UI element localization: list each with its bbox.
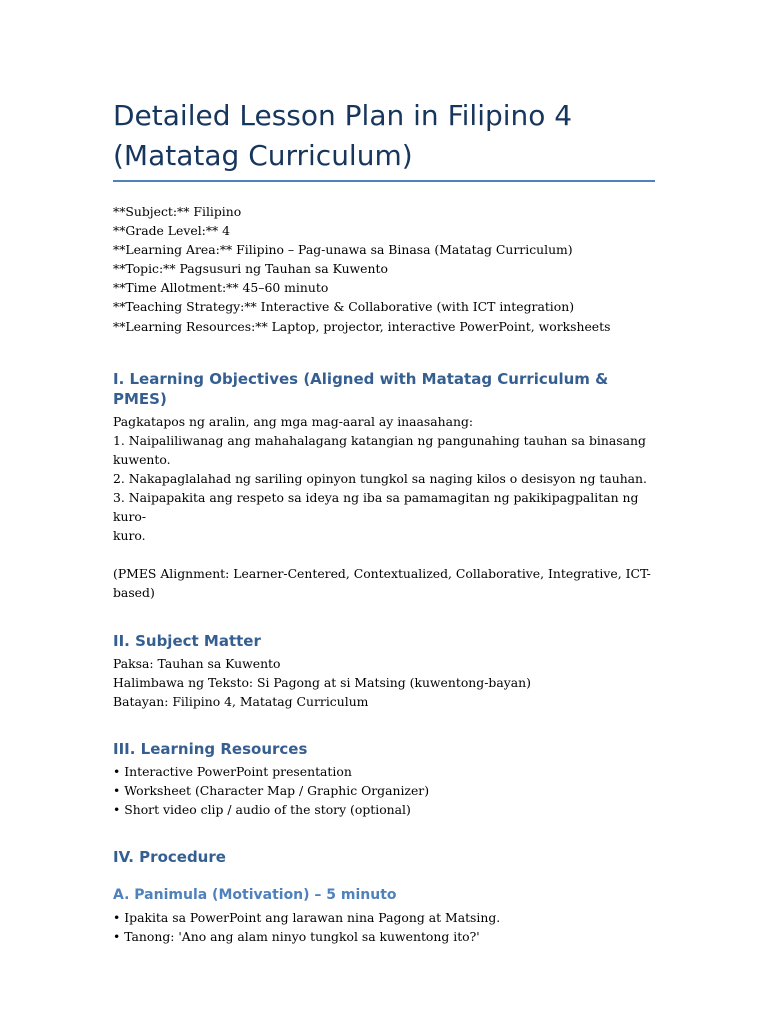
- resources-section: [113, 762, 655, 819]
- meta-grade-level: **Grade Level:** 4: [113, 223, 231, 239]
- objectives-heading: I. Learning Objectives (Aligned with Matatag Curriculum & PMES): [113, 369, 609, 408]
- resource-item: • Short video clip / audio of the story (optional): [113, 801, 411, 817]
- subject-matter-section: [113, 654, 655, 711]
- resource-item: • Interactive PowerPoint presentation: [113, 763, 352, 779]
- objectives-intro: Pagkatapos ng aralin, ang mga mag-aaral ay inaasahang:: [113, 413, 474, 429]
- meta-subject: **Subject:** Filipino: [113, 204, 242, 219]
- objective-item: kuro.: [113, 528, 146, 544]
- motivation-heading: A. Panimula (Motivation) – 5 minuto: [113, 887, 397, 904]
- motivation-item: • Ipakita sa PowerPoint ang larawan nina Pagong at Matsing.: [113, 910, 501, 926]
- objective-item: 3. Naipapakita ang respeto sa ideya ng iba sa pamamagitan ng pakikipagpalitan ng kuro-: [113, 490, 639, 525]
- subject-matter-heading: II. Subject Matter: [113, 631, 261, 650]
- procedure-heading: IV. Procedure: [113, 848, 226, 867]
- title-line-1: Detailed Lesson Plan in Filipino 4: [113, 99, 573, 132]
- lesson-metadata: [113, 202, 655, 336]
- motivation-item: • Tanong: 'Ano ang alam ninyo tungkol sa kuwentong ito?': [113, 929, 480, 945]
- objectives-section: [113, 412, 655, 603]
- resources-heading: III. Learning Resources: [113, 739, 308, 758]
- motivation-section: [113, 908, 655, 946]
- subject-matter-line: Halimbawa ng Teksto: Si Pagong at si Matsing (kuwentong-bayan): [113, 674, 531, 690]
- subject-matter-line: Paksa: Tauhan sa Kuwento: [113, 655, 281, 671]
- meta-learning-resources: **Learning Resources:** Laptop, projector, interactive PowerPoint, worksheets: [113, 318, 611, 334]
- objective-item: 2. Nakapaglalahad ng sariling opinyon tungkol sa naging kilos o desisyon ng tauhan.: [113, 470, 647, 486]
- objective-item: 1. Naipaliliwanag ang mahahalagang katangian ng pangunahing tauhan sa binasang: [113, 432, 646, 448]
- subject-matter-line: Batayan: Filipino 4, Matatag Curriculum: [113, 693, 369, 709]
- meta-teaching-strategy: **Teaching Strategy:** Interactive & Collaborative (with ICT integration): [113, 299, 575, 315]
- pmes-alignment: (PMES Alignment: Learner-Centered, Contextualized, Collaborative, Integrative, ICT-based): [113, 566, 651, 601]
- meta-time-allotment: **Time Allotment:** 45–60 minuto: [113, 280, 329, 296]
- document-page: [113, 96, 655, 946]
- meta-topic: **Topic:** Pagsusuri ng Tauhan sa Kuwento: [113, 261, 388, 277]
- meta-learning-area: **Learning Area:** Filipino – Pag-unawa sa Binasa (Matatag Curriculum): [113, 242, 573, 258]
- resource-item: • Worksheet (Character Map / Graphic Organizer): [113, 782, 430, 798]
- title-divider: [113, 180, 655, 182]
- title-line-2: (Matatag Curriculum): [113, 139, 413, 172]
- document-title: [113, 96, 655, 176]
- spacer: [113, 545, 655, 564]
- objective-item: kuwento.: [113, 451, 171, 467]
